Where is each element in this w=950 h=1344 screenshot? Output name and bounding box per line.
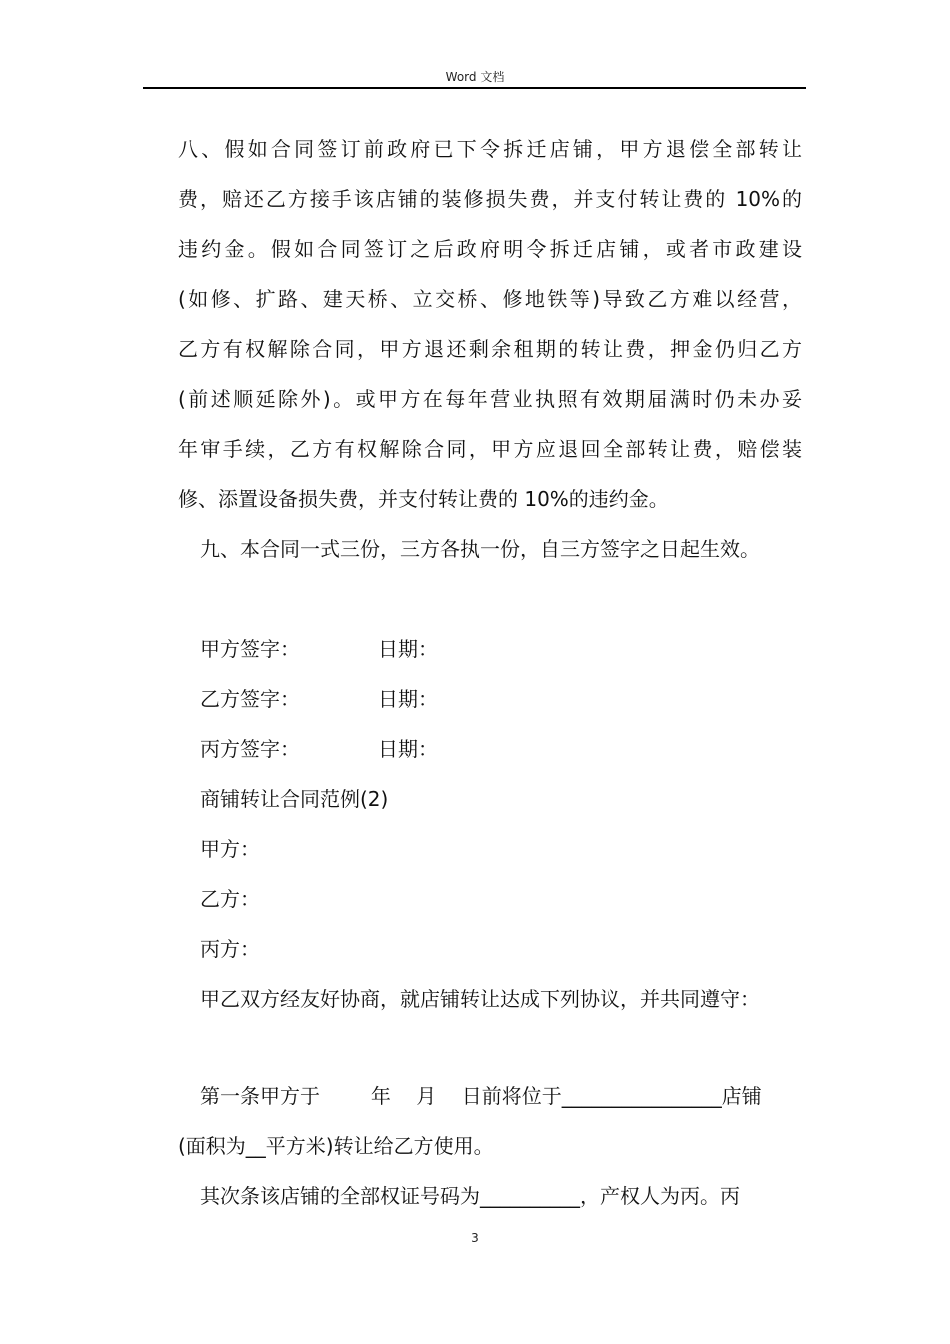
signature-party-a: 甲方签字： [200, 637, 300, 661]
page-number: 3 [471, 1231, 479, 1245]
contract-title-2: 商铺转让合同范例(2) [200, 787, 389, 811]
header-rule [143, 87, 806, 89]
article-8-line-5: 乙方有权解除合同，甲方退还剩余租期的转让费，押金仍归乙方 [178, 337, 802, 361]
signature-date-c: 日期： [378, 737, 438, 761]
clause-1-line-2: (面积为__平方米)转让给乙方使用。 [178, 1134, 494, 1158]
party-c-label: 丙方： [200, 937, 260, 961]
header-title: Word 文档 [445, 70, 505, 84]
article-8-line-6: (前述顺延除外)。或甲方在每年营业执照有效期届满时仍未办妥 [178, 387, 802, 411]
article-8-line-3: 违约金。假如合同签订之后政府明令拆迁店铺，或者市政建设 [178, 237, 802, 261]
signature-party-b: 乙方签字： [200, 687, 300, 711]
article-8-line-1: 八、假如合同签订前政府已下令拆迁店铺，甲方退偿全部转让 [178, 137, 802, 161]
article-8-line-8: 修、添置设备损失费，并支付转让费的 10%的违约金。 [178, 487, 669, 511]
party-a-label: 甲方： [200, 837, 260, 861]
signature-date-b: 日期： [378, 687, 438, 711]
article-8-line-7: 年审手续，乙方有权解除合同，甲方应退回全部转让费，赔偿装 [178, 437, 802, 461]
agreement-intro: 甲乙双方经友好协商，就店铺转让达成下列协议，并共同遵守： [200, 987, 760, 1011]
signature-party-c: 丙方签字： [200, 737, 300, 761]
article-8-line-2: 费，赔还乙方接手该店铺的装修损失费，并支付转让费的 10%的 [178, 187, 802, 211]
party-b-label: 乙方： [200, 887, 260, 911]
article-8-line-4: (如修、扩路、建天桥、立交桥、修地铁等)导致乙方难以经营， [178, 287, 802, 311]
clause-1-line-1: 第一条甲方于 年 月 日前将位于________________店铺 [200, 1084, 762, 1108]
clause-2-line-1: 其次条该店铺的全部权证号码为__________，产权人为丙。丙 [200, 1184, 740, 1208]
signature-date-a: 日期： [378, 637, 438, 661]
article-9: 九、本合同一式三份，三方各执一份，自三方签字之日起生效。 [200, 537, 760, 561]
